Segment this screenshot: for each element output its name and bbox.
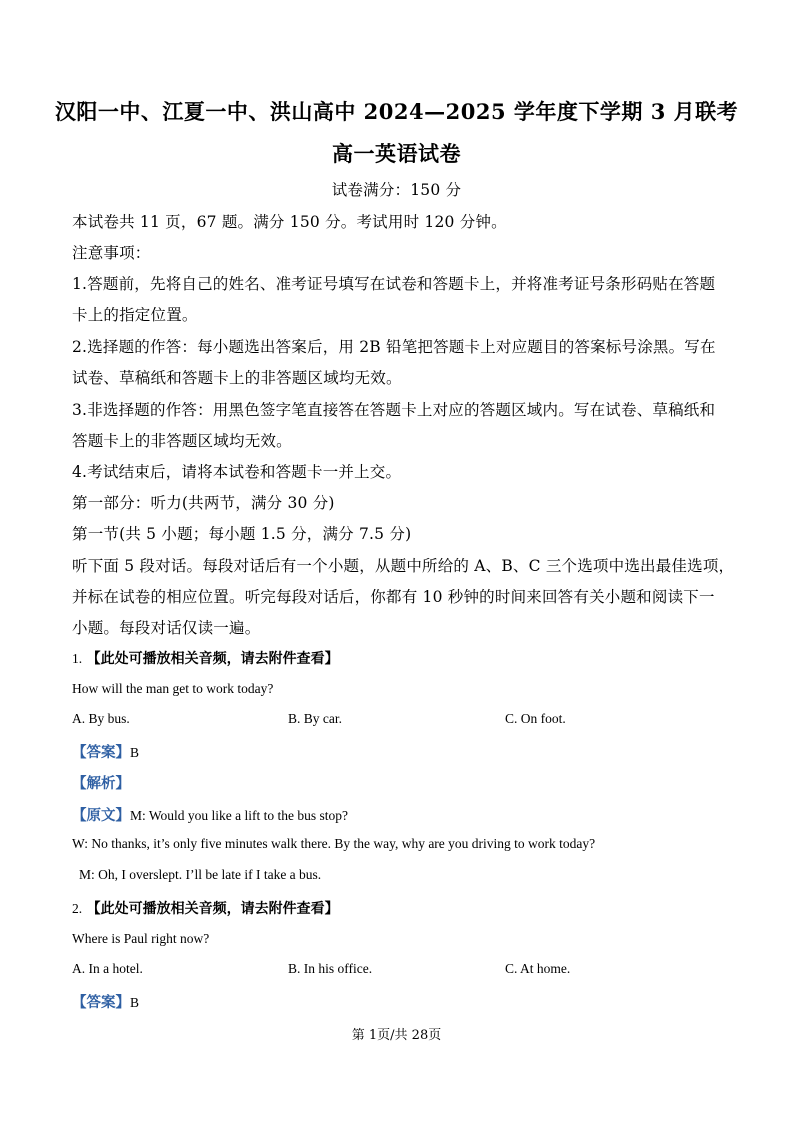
- answer-row: [72, 991, 139, 1012]
- answer-row: [72, 741, 139, 762]
- answer-label: 【答案】: [72, 744, 130, 761]
- note-3-cont: 答题卡上的非答题区域均无效。: [72, 432, 292, 450]
- note-2: 2.选择题的作答：每小题选出答案后，用 2B 铅笔把答题卡上对应题目的答案标号涂黑。写在: [72, 338, 716, 356]
- analysis-row: [72, 772, 130, 793]
- question-2-header: [72, 898, 339, 918]
- option-c: C. At home.: [505, 961, 571, 976]
- exam-title: 汉阳一中、江夏一中、洪山高中 2024—2025 学年度下学期 3 月联考: [54, 99, 739, 124]
- audio-link[interactable]: 【此处可播放相关音频，请去附件查看】: [86, 651, 339, 667]
- transcript-label: 【原文】: [72, 807, 130, 824]
- transcript-line: M: Would you like a lift to the bus stop?: [130, 808, 349, 823]
- instructions-1: 听下面 5 段对话。每段对话后有一个小题，从题中所给的 A、B、C 三个选项中选出最佳选项，: [72, 557, 735, 575]
- analysis-label: 【解析】: [72, 775, 130, 792]
- exam-subtitle: 高一英语试卷: [332, 141, 461, 166]
- part-heading: 第一部分：听力(共两节，满分 30 分): [72, 494, 335, 512]
- answer-value: B: [130, 745, 140, 760]
- note-1-cont: 卡上的指定位置。: [72, 306, 198, 324]
- option-b: B. In his office.: [288, 961, 373, 976]
- question-1-text: How will the man get to work today?: [72, 681, 274, 696]
- question-2-text: Where is Paul right now?: [72, 931, 210, 946]
- instructions-3: 小题。每段对话仅读一遍。: [72, 619, 261, 637]
- notes-heading: 注意事项：: [72, 244, 151, 262]
- option-a: A. In a hotel.: [72, 961, 143, 976]
- option-b: B. By car.: [288, 711, 342, 726]
- question-1-header: [72, 648, 339, 668]
- option-c: C. On foot.: [505, 711, 566, 726]
- instructions-2: 并标在试卷的相应位置。听完每段对话后，你都有 10 秒钟的时间来回答有关小题和阅读下一: [72, 588, 715, 606]
- full-score: 试卷满分：150 分: [331, 181, 462, 199]
- transcript-line: M: Oh, I overslept. I’ll be late if I take a bus.: [79, 867, 322, 882]
- page-footer: 第 1页/共 28页: [351, 1028, 442, 1043]
- note-4: 4.考试结束后，请将本试卷和答题卡一并上交。: [72, 463, 402, 481]
- answer-value: B: [130, 995, 140, 1010]
- note-1: 1.答题前，先将自己的姓名、准考证号填写在试卷和答题卡上，并将准考证号条形码贴在答题: [72, 275, 716, 293]
- note-3: 3.非选择题的作答：用黑色签字笔直接答在答题卡上对应的答题区域内。写在试卷、草稿纸和: [72, 401, 716, 419]
- answer-label: 【答案】: [72, 994, 130, 1011]
- section-heading: 第一节(共 5 小题；每小题 1.5 分，满分 7.5 分): [72, 525, 412, 543]
- exam-summary: 本试卷共 11 页，67 题。满分 150 分。考试用时 120 分钟。: [72, 213, 507, 231]
- question-number: 2.: [72, 901, 83, 916]
- option-a: A. By bus.: [72, 711, 130, 726]
- note-2-cont: 试卷、草稿纸和答题卡上的非答题区域均无效。: [72, 369, 402, 387]
- transcript-row: [72, 804, 348, 825]
- audio-link[interactable]: 【此处可播放相关音频，请去附件查看】: [86, 901, 339, 917]
- transcript-line: W: No thanks, it’s only five minutes walk there. By the way, why are you driving to work today?: [72, 836, 596, 851]
- question-number: 1.: [72, 651, 83, 666]
